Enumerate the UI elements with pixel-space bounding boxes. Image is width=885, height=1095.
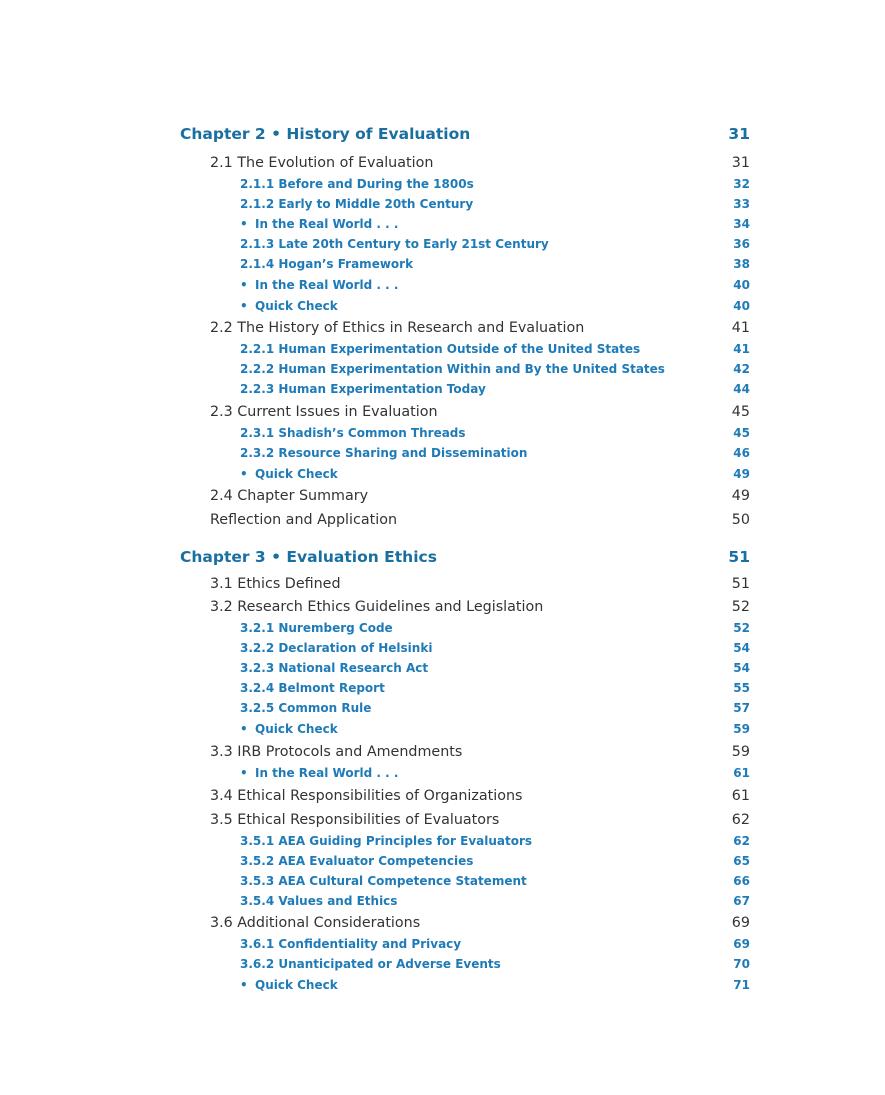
- toc-entry-page-number: 46: [733, 445, 750, 460]
- toc-section-entry[interactable]: [210, 788, 750, 805]
- toc-entry-page-number: 66: [733, 873, 750, 888]
- toc-entry-page-number: 61: [731, 788, 750, 804]
- toc-bullet-entry[interactable]: [240, 722, 750, 736]
- toc-entry-page-number: 59: [731, 744, 750, 760]
- toc-entry-title: 2.2.3 Human Experimentation Today: [240, 381, 486, 396]
- toc-bullet-entry[interactable]: [240, 467, 750, 481]
- toc-entry-page-number: 45: [733, 425, 750, 440]
- toc-entry-title: 3.5.1 AEA Guiding Principles for Evaluators: [240, 833, 533, 848]
- toc-entry-page-number: 51: [731, 576, 750, 592]
- toc-entry-title: Chapter 2 • History of Evaluation: [180, 125, 471, 143]
- toc-sub-entry[interactable]: [240, 177, 750, 191]
- toc-sub-entry[interactable]: [240, 834, 750, 848]
- toc-sub-entry[interactable]: [240, 382, 750, 396]
- toc-entry-page-number: 32: [733, 176, 750, 191]
- toc-sub-entry[interactable]: [240, 661, 750, 675]
- toc-sub-entry[interactable]: [240, 342, 750, 356]
- toc-bullet-entry[interactable]: [240, 978, 750, 992]
- toc-entry-title: • Quick Check: [240, 978, 338, 992]
- toc-entry-page-number: 70: [733, 956, 750, 971]
- toc-sub-entry[interactable]: [240, 641, 750, 655]
- toc-entry-page-number: 67: [733, 893, 750, 908]
- toc-section-entry[interactable]: [210, 744, 750, 761]
- toc-entry-title: • Quick Check: [240, 722, 338, 736]
- toc-entry-title: • In the Real World . . .: [240, 766, 398, 780]
- toc-entry-title: Chapter 3 • Evaluation Ethics: [180, 548, 437, 566]
- toc-entry-title: 3.2.3 National Research Act: [240, 660, 429, 675]
- toc-entry-title: 3.6.2 Unanticipated or Adverse Events: [240, 956, 501, 971]
- toc-sub-entry[interactable]: [240, 854, 750, 868]
- toc-sub-entry[interactable]: [240, 894, 750, 908]
- toc-entry-page-number: 31: [731, 155, 750, 171]
- toc-entry-page-number: 65: [733, 853, 750, 868]
- toc-entry-title: 3.5.4 Values and Ethics: [240, 893, 398, 908]
- toc-entry-page-number: 69: [733, 936, 750, 951]
- toc-entry-title: Reflection and Application: [210, 512, 398, 528]
- toc-entry-title: 3.5 Ethical Responsibilities of Evaluators: [210, 812, 500, 828]
- toc-entry-page-number: 62: [733, 833, 750, 848]
- toc-sub-entry[interactable]: [240, 446, 750, 460]
- toc-sub-entry[interactable]: [240, 874, 750, 888]
- toc-bullet-entry[interactable]: [240, 217, 750, 231]
- toc-sub-entry[interactable]: [240, 257, 750, 271]
- toc-entry-title: 2.1.1 Before and During the 1800s: [240, 176, 474, 191]
- toc-entry-page-number: 31: [728, 125, 750, 143]
- toc-entry-title: 3.2.5 Common Rule: [240, 700, 372, 715]
- toc-entry-page-number: 51: [728, 548, 750, 566]
- toc-sub-entry[interactable]: [240, 701, 750, 715]
- toc-sub-entry[interactable]: [240, 937, 750, 951]
- toc-entry-page-number: 34: [733, 216, 750, 231]
- toc-entry-page-number: 36: [733, 236, 750, 251]
- toc-entry-title: • In the Real World . . .: [240, 217, 398, 231]
- toc-entry-title: 3.5.2 AEA Evaluator Competencies: [240, 853, 474, 868]
- toc-entry-title: 2.1.2 Early to Middle 20th Century: [240, 196, 474, 211]
- toc-bullet-entry[interactable]: [240, 278, 750, 292]
- toc-entry-title: 2.3.1 Shadish’s Common Threads: [240, 425, 466, 440]
- toc-sub-entry[interactable]: [240, 362, 750, 376]
- toc-entry-page-number: 33: [733, 196, 750, 211]
- toc-entry-page-number: 49: [733, 466, 750, 481]
- toc-entry-page-number: 42: [733, 361, 750, 376]
- toc-entry-page-number: 57: [733, 700, 750, 715]
- toc-section-entry[interactable]: [210, 812, 750, 829]
- toc-entry-page-number: 40: [733, 277, 750, 292]
- toc-section-entry[interactable]: [210, 512, 750, 529]
- toc-entry-page-number: 62: [731, 812, 750, 828]
- toc-sub-entry[interactable]: [240, 681, 750, 695]
- toc-entry-title: 3.2 Research Ethics Guidelines and Legislation: [210, 599, 544, 615]
- toc-entry-title: 3.2.2 Declaration of Helsinki: [240, 640, 433, 655]
- toc-entry-title: 3.3 IRB Protocols and Amendments: [210, 744, 463, 760]
- toc-entry-title: 3.5.3 AEA Cultural Competence Statement: [240, 873, 527, 888]
- toc-section-entry[interactable]: [210, 599, 750, 616]
- toc-section-entry[interactable]: [210, 320, 750, 337]
- toc-sub-entry[interactable]: [240, 426, 750, 440]
- toc-entry-page-number: 50: [731, 512, 750, 528]
- toc-section-entry[interactable]: [210, 404, 750, 421]
- toc-entry-page-number: 61: [733, 765, 750, 780]
- toc-entry-page-number: 44: [733, 381, 750, 396]
- toc-entry-page-number: 40: [733, 298, 750, 313]
- toc-entry-title: • Quick Check: [240, 467, 338, 481]
- toc-entry-title: • Quick Check: [240, 299, 338, 313]
- toc-entry-title: 2.1.3 Late 20th Century to Early 21st Century: [240, 236, 549, 251]
- toc-bullet-entry[interactable]: [240, 766, 750, 780]
- toc-entry-page-number: 54: [733, 640, 750, 655]
- toc-entry-page-number: 38: [733, 256, 750, 271]
- toc-sub-entry[interactable]: [240, 957, 750, 971]
- toc-entry-page-number: 45: [731, 404, 750, 420]
- toc-entry-title: 2.1 The Evolution of Evaluation: [210, 155, 434, 171]
- toc-entry-title: 2.3.2 Resource Sharing and Dissemination: [240, 445, 528, 460]
- toc-entry-page-number: 59: [733, 721, 750, 736]
- toc-entry-page-number: 41: [733, 341, 750, 356]
- toc-entry-page-number: 71: [733, 977, 750, 992]
- toc-sub-entry[interactable]: [240, 621, 750, 635]
- toc-entry-title: 3.4 Ethical Responsibilities of Organizations: [210, 788, 523, 804]
- toc-section-entry[interactable]: [210, 155, 750, 172]
- toc-entry-title: 2.2.2 Human Experimentation Within and By the United States: [240, 361, 665, 376]
- toc-entry-page-number: 55: [733, 680, 750, 695]
- toc-entry-title: 2.4 Chapter Summary: [210, 488, 369, 504]
- toc-entry-page-number: 54: [733, 660, 750, 675]
- toc-entry-title: 3.2.1 Nuremberg Code: [240, 620, 393, 635]
- toc-chapter-entry[interactable]: [180, 548, 750, 566]
- toc-entry-title: • In the Real World . . .: [240, 278, 398, 292]
- toc-entry-title: 2.1.4 Hogan’s Framework: [240, 256, 414, 271]
- toc-chapter-entry[interactable]: [180, 125, 750, 143]
- toc-entry-title: 3.6 Additional Considerations: [210, 915, 421, 931]
- toc-sub-entry[interactable]: [240, 237, 750, 251]
- toc-entry-title: 3.2.4 Belmont Report: [240, 680, 385, 695]
- toc-entry-page-number: 41: [731, 320, 750, 336]
- toc-entry-title: 3.1 Ethics Defined: [210, 576, 341, 592]
- toc-section-entry[interactable]: [210, 915, 750, 932]
- toc-entry-page-number: 52: [731, 599, 750, 615]
- toc-entry-title: 3.6.1 Confidentiality and Privacy: [240, 936, 462, 951]
- toc-section-entry[interactable]: [210, 576, 750, 593]
- toc-bullet-entry[interactable]: [240, 299, 750, 313]
- toc-entry-title: 2.3 Current Issues in Evaluation: [210, 404, 438, 420]
- toc-entry-title: 2.2 The History of Ethics in Research and Evaluation: [210, 320, 585, 336]
- toc-section-entry[interactable]: [210, 488, 750, 505]
- toc-entry-page-number: 69: [731, 915, 750, 931]
- toc-entry-page-number: 52: [733, 620, 750, 635]
- toc-sub-entry[interactable]: [240, 197, 750, 211]
- toc-entry-title: 2.2.1 Human Experimentation Outside of the United States: [240, 341, 641, 356]
- toc-entry-page-number: 49: [731, 488, 750, 504]
